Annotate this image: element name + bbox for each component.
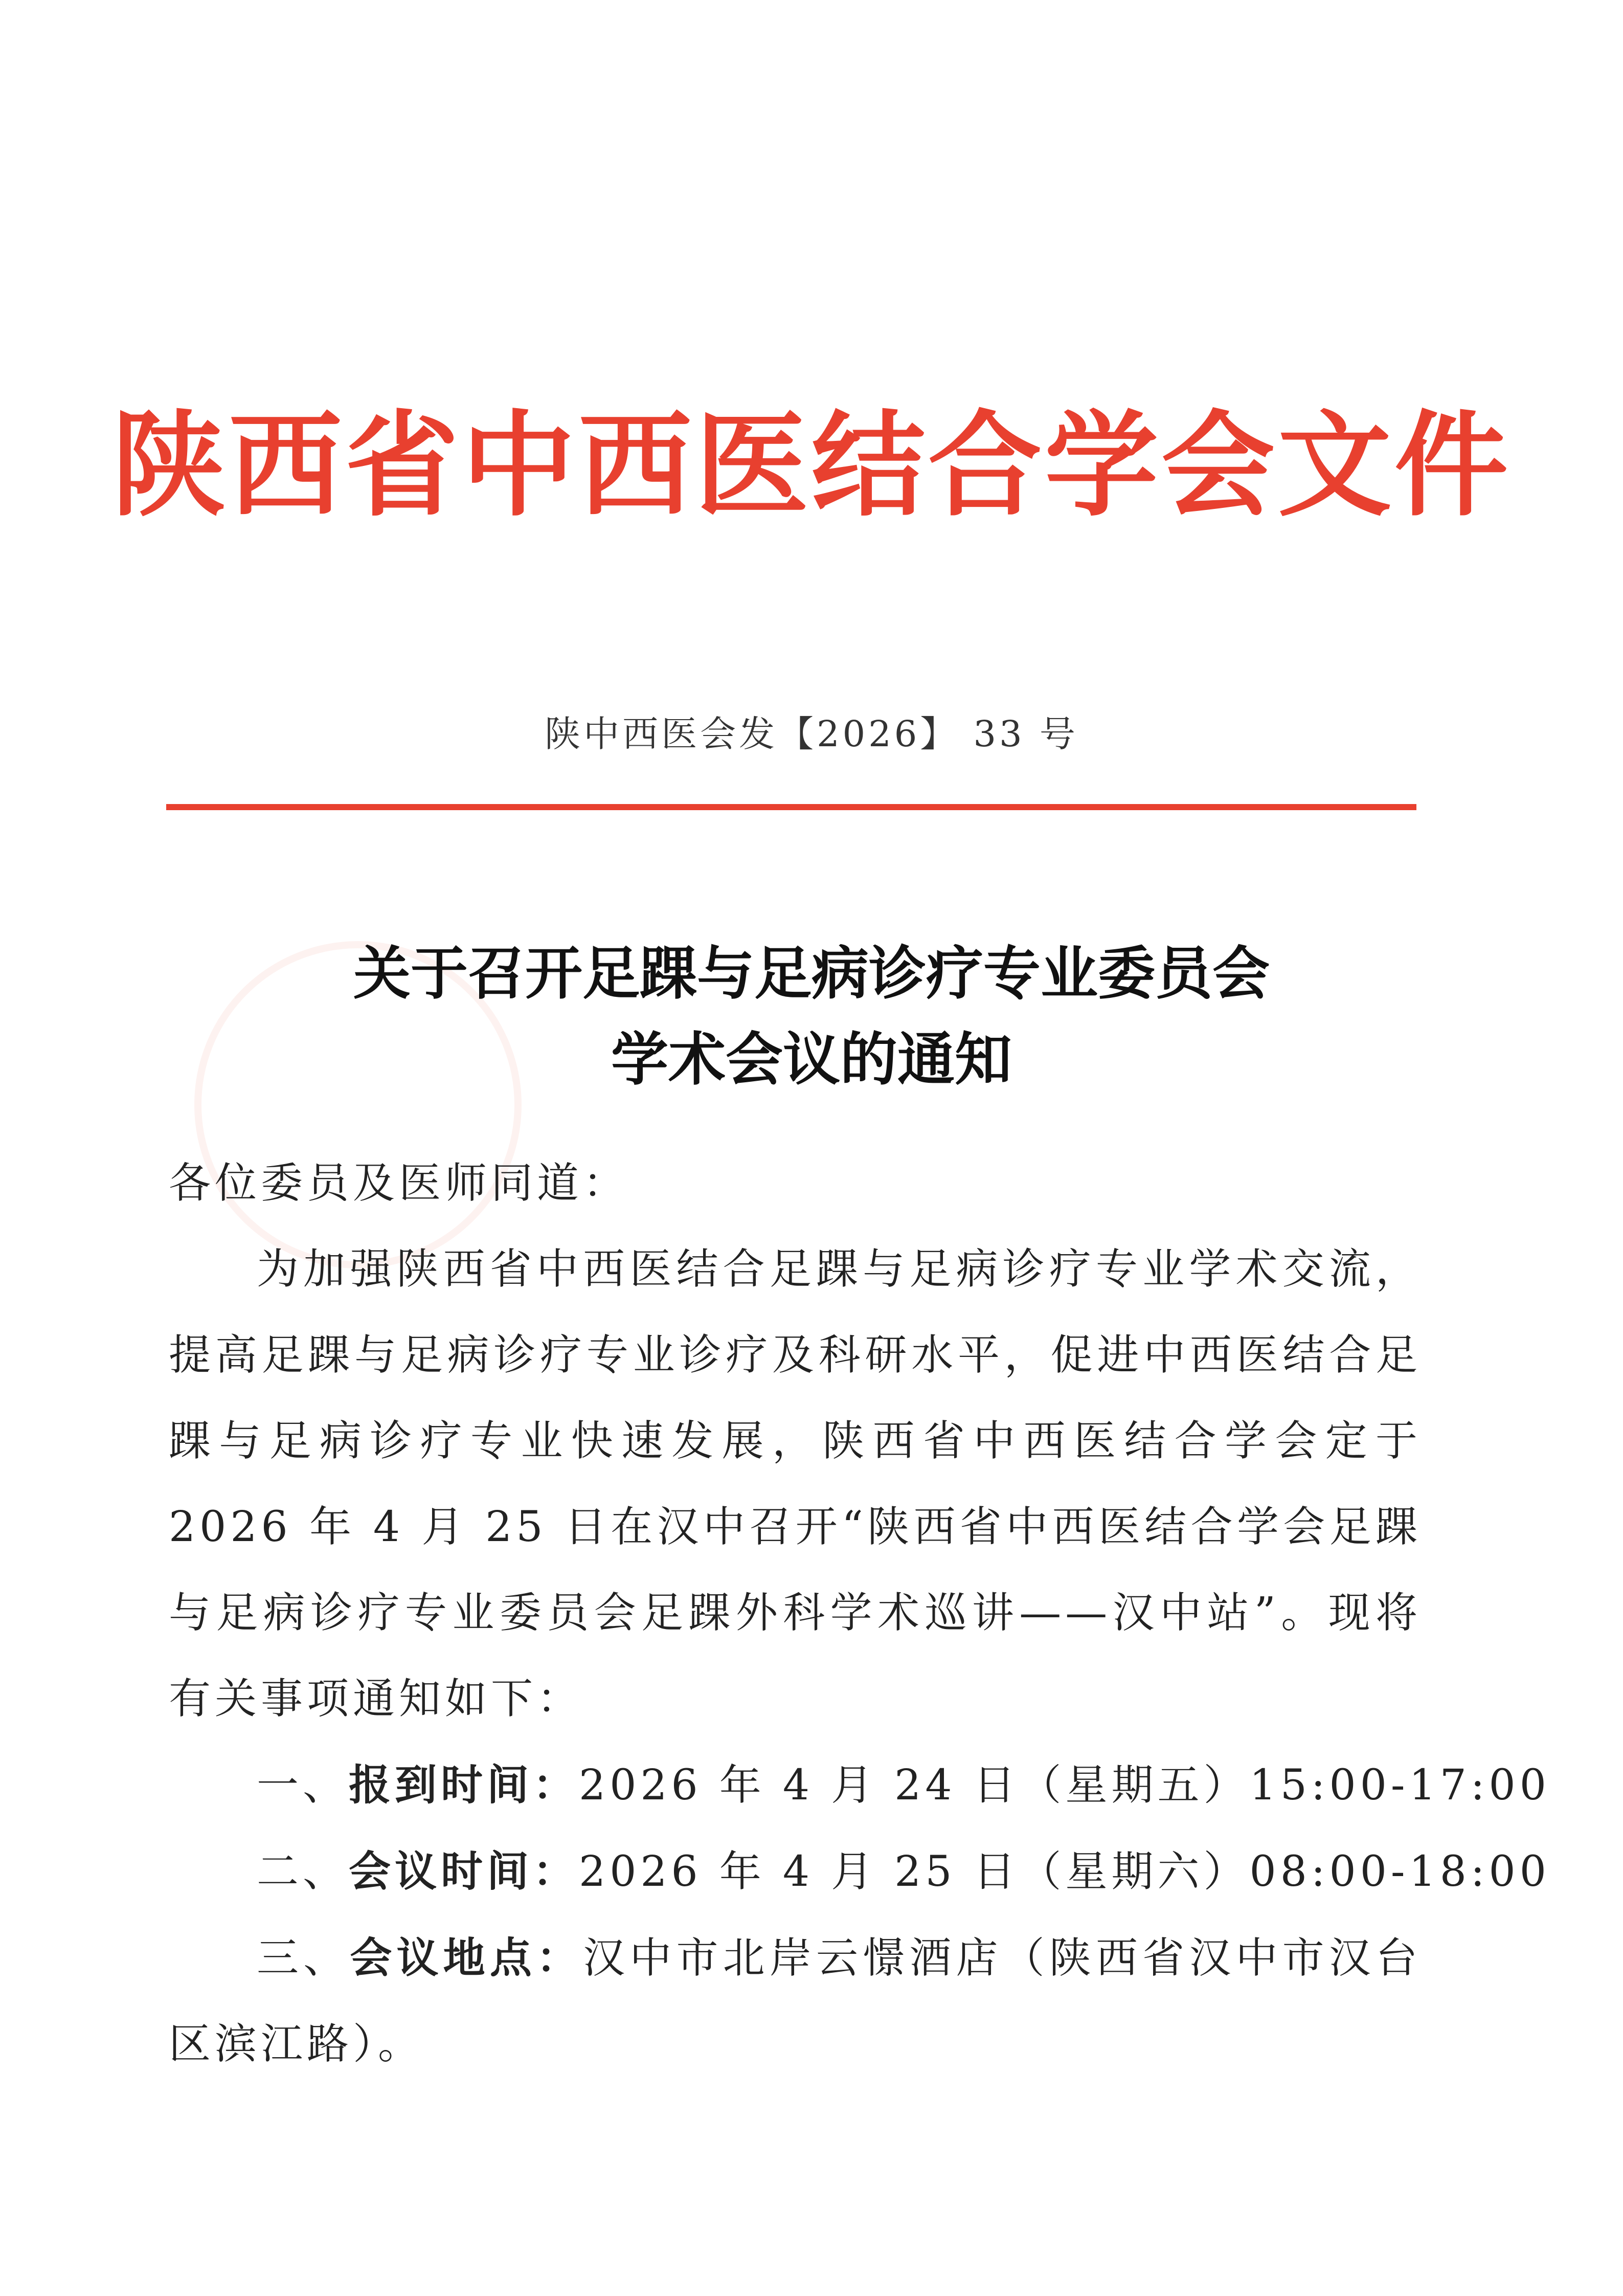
item-text: 2026 年 4 月 24 日（星期五）15:00-17:00 — [579, 1761, 1550, 1810]
document-number: 陕中西医会发【2026】 33 号 — [545, 713, 1078, 755]
notice-title-line-1: 关于召开足踝与足病诊疗专业委员会 — [353, 940, 1270, 1007]
item-label: 报到时间： — [349, 1760, 579, 1810]
item-label: 会议地点： — [350, 1933, 583, 1982]
salutation: 各位委员及医师同道： — [169, 1159, 629, 1208]
item-meeting-venue — [169, 1915, 1422, 2087]
notice-body — [169, 1141, 1550, 2087]
item-index: 三、 — [257, 1934, 350, 1982]
item-registration-time — [169, 1742, 1550, 1829]
notice-title — [0, 931, 1623, 1103]
letterhead-title: 陕西省中西医结合学会文件 — [112, 399, 1511, 532]
item-index: 二、 — [257, 1847, 349, 1896]
notice-title-line-2: 学术会议的通知 — [611, 1026, 1012, 1093]
item-text: 汉中市北岸云憬酒店（陕西省汉中市汉台区滨江路）。 — [169, 1934, 1422, 2068]
item-index: 一、 — [257, 1761, 349, 1810]
body-paragraph: 为加强陕西省中西医结合足踝与足病诊疗专业学术交流，提高足踝与足病诊疗专业诊疗及科研水平，促进中西医结合足踝与足病诊疗专业快速发展，陕西省中西医结合学会定于 2026 年 4 月 25 日在汉中召开“陕西省中西医结合学会足踝与足病诊疗专业委员会足踝外科学术巡讲——汉中站”。现将有关事项通知如下： — [169, 1245, 1422, 1723]
item-meeting-time — [169, 1829, 1550, 1915]
item-text: 2026 年 4 月 25 日（星期六）08:00-18:00 — [579, 1847, 1550, 1896]
item-label: 会议时间： — [349, 1847, 579, 1896]
red-divider-line — [166, 804, 1416, 810]
